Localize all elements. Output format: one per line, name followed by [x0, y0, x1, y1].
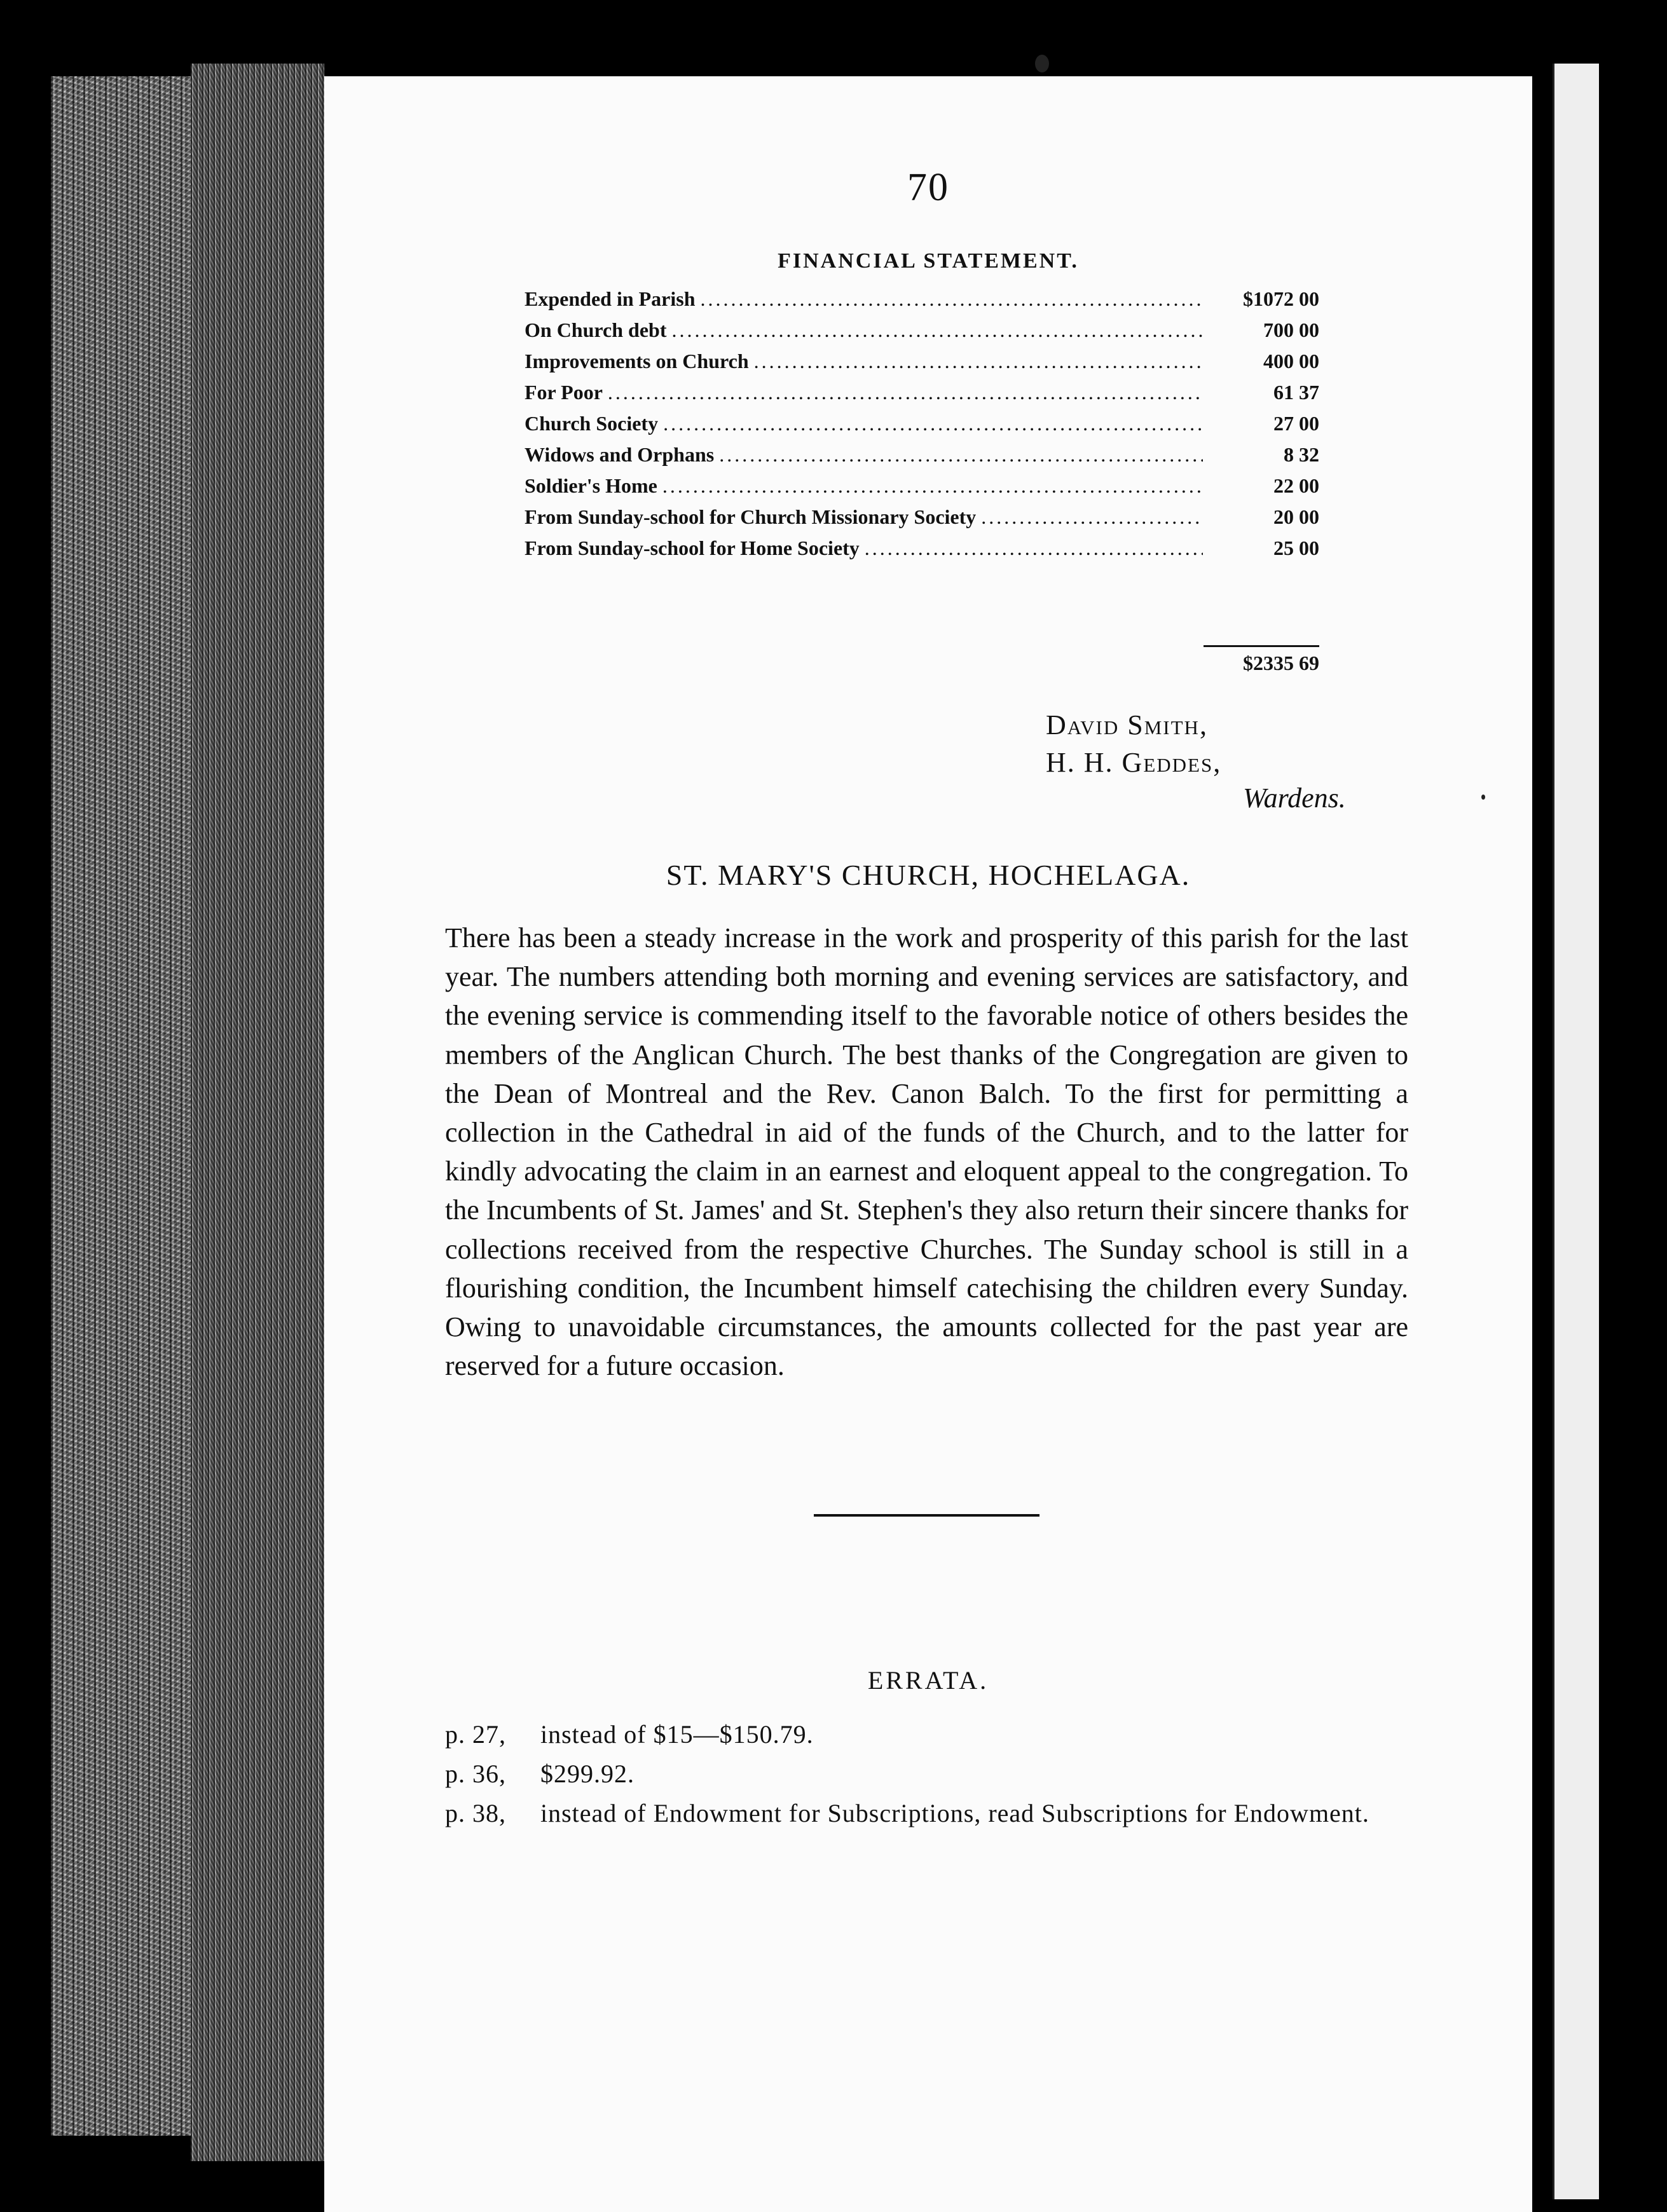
row-amount: 61 37 — [1273, 381, 1319, 404]
row-amount: 22 00 — [1273, 474, 1319, 497]
dot-leader — [608, 381, 1203, 404]
row-label: Expended in Parish — [525, 287, 696, 310]
row-label: For Poor — [525, 381, 603, 404]
row-amount: 400 00 — [1263, 350, 1319, 372]
row-label: From Sunday-school for Church Missionary Society — [525, 505, 977, 528]
table-row — [525, 350, 1319, 381]
errata-list — [445, 1715, 1411, 1833]
signatory-name: David Smith, — [1046, 709, 1208, 741]
row-amount: 20 00 — [1273, 505, 1319, 528]
row-amount: 8 32 — [1284, 443, 1319, 466]
table-row — [525, 318, 1319, 350]
financial-statement-title: FINANCIAL STATEMENT. — [778, 249, 1079, 273]
facing-page-edge — [1553, 64, 1599, 2199]
dot-leader — [865, 536, 1203, 560]
list-item — [445, 1754, 1411, 1794]
table-row — [525, 381, 1319, 412]
errata-ref: p. 36, — [445, 1759, 506, 1788]
signatory-role: Wardens. — [1243, 782, 1346, 814]
row-amount: 700 00 — [1263, 318, 1319, 341]
section-divider — [814, 1514, 1039, 1517]
dot-leader — [701, 287, 1203, 311]
row-label: On Church debt — [525, 318, 667, 341]
dot-leader — [754, 350, 1203, 373]
ink-speck — [1481, 795, 1485, 800]
table-row — [525, 505, 1319, 536]
table-row — [525, 474, 1319, 505]
dot-leader — [662, 474, 1203, 498]
statement-total: $2335 69 — [1243, 652, 1319, 674]
ink-speck — [1035, 55, 1049, 72]
errata-ref: p. 27, — [445, 1720, 506, 1749]
financial-statement-table — [525, 287, 1319, 568]
row-amount: 27 00 — [1273, 412, 1319, 435]
row-amount: $1072 00 — [1243, 287, 1319, 310]
row-label: Improvements on Church — [525, 350, 749, 372]
table-row — [525, 443, 1319, 474]
dot-leader — [663, 412, 1203, 435]
dot-leader — [719, 443, 1203, 467]
body-paragraph: There has been a steady increase in the work and prosperity of this parish for the last year. The numbers attending both morning and evening services are satisfactory, and the evening service is commending itself to the favorable notice of others besides the members of the Anglican Church. The best thanks of the Congregation are given to the Dean of Montreal and the Rev. Canon Balch. To the first for permitting a collection in the Cathedral in aid of the funds of the Church, and to the latter for kindly advocating the claim in an earnest and eloquent appeal to the congregation. To the Incumbents of St. James' and St. Stephen's they also return their sincere thanks for collections received from the respective Churches. The Sunday school is still in a flourishing condition, the Incumbent himself catechising the children every Sunday. Owing to unavoidable circumstances, the amounts collected for the past year are reserved for a future occasion. — [445, 922, 1408, 1382]
dot-leader — [671, 318, 1203, 342]
errata-ref: p. 38, — [445, 1799, 506, 1827]
total-rule — [1204, 645, 1319, 647]
page-number: 70 — [907, 166, 949, 209]
errata-text: $299.92. — [540, 1759, 635, 1788]
errata-title: ERRATA. — [867, 1666, 989, 1695]
table-row — [525, 536, 1319, 568]
row-label: Widows and Orphans — [525, 443, 715, 466]
table-row — [525, 412, 1319, 443]
document-page — [324, 76, 1532, 2212]
section-heading: ST. MARY'S CHURCH, HOCHELAGA. — [666, 859, 1191, 891]
table-row — [525, 287, 1319, 318]
dot-leader — [981, 505, 1203, 529]
row-label: Church Society — [525, 412, 659, 435]
list-item — [445, 1794, 1411, 1833]
errata-text: instead of Endowment for Subscriptions, read Subscriptions for Endowment. — [540, 1799, 1369, 1827]
row-amount: 25 00 — [1273, 536, 1319, 559]
signatory-name: H. H. Geddes, — [1046, 747, 1222, 778]
errata-text: instead of $15—$150.79. — [540, 1720, 814, 1749]
row-label: Soldier's Home — [525, 474, 657, 497]
list-item — [445, 1715, 1411, 1754]
row-label: From Sunday-school for Home Society — [525, 536, 860, 559]
book-page-edges — [191, 64, 324, 2161]
